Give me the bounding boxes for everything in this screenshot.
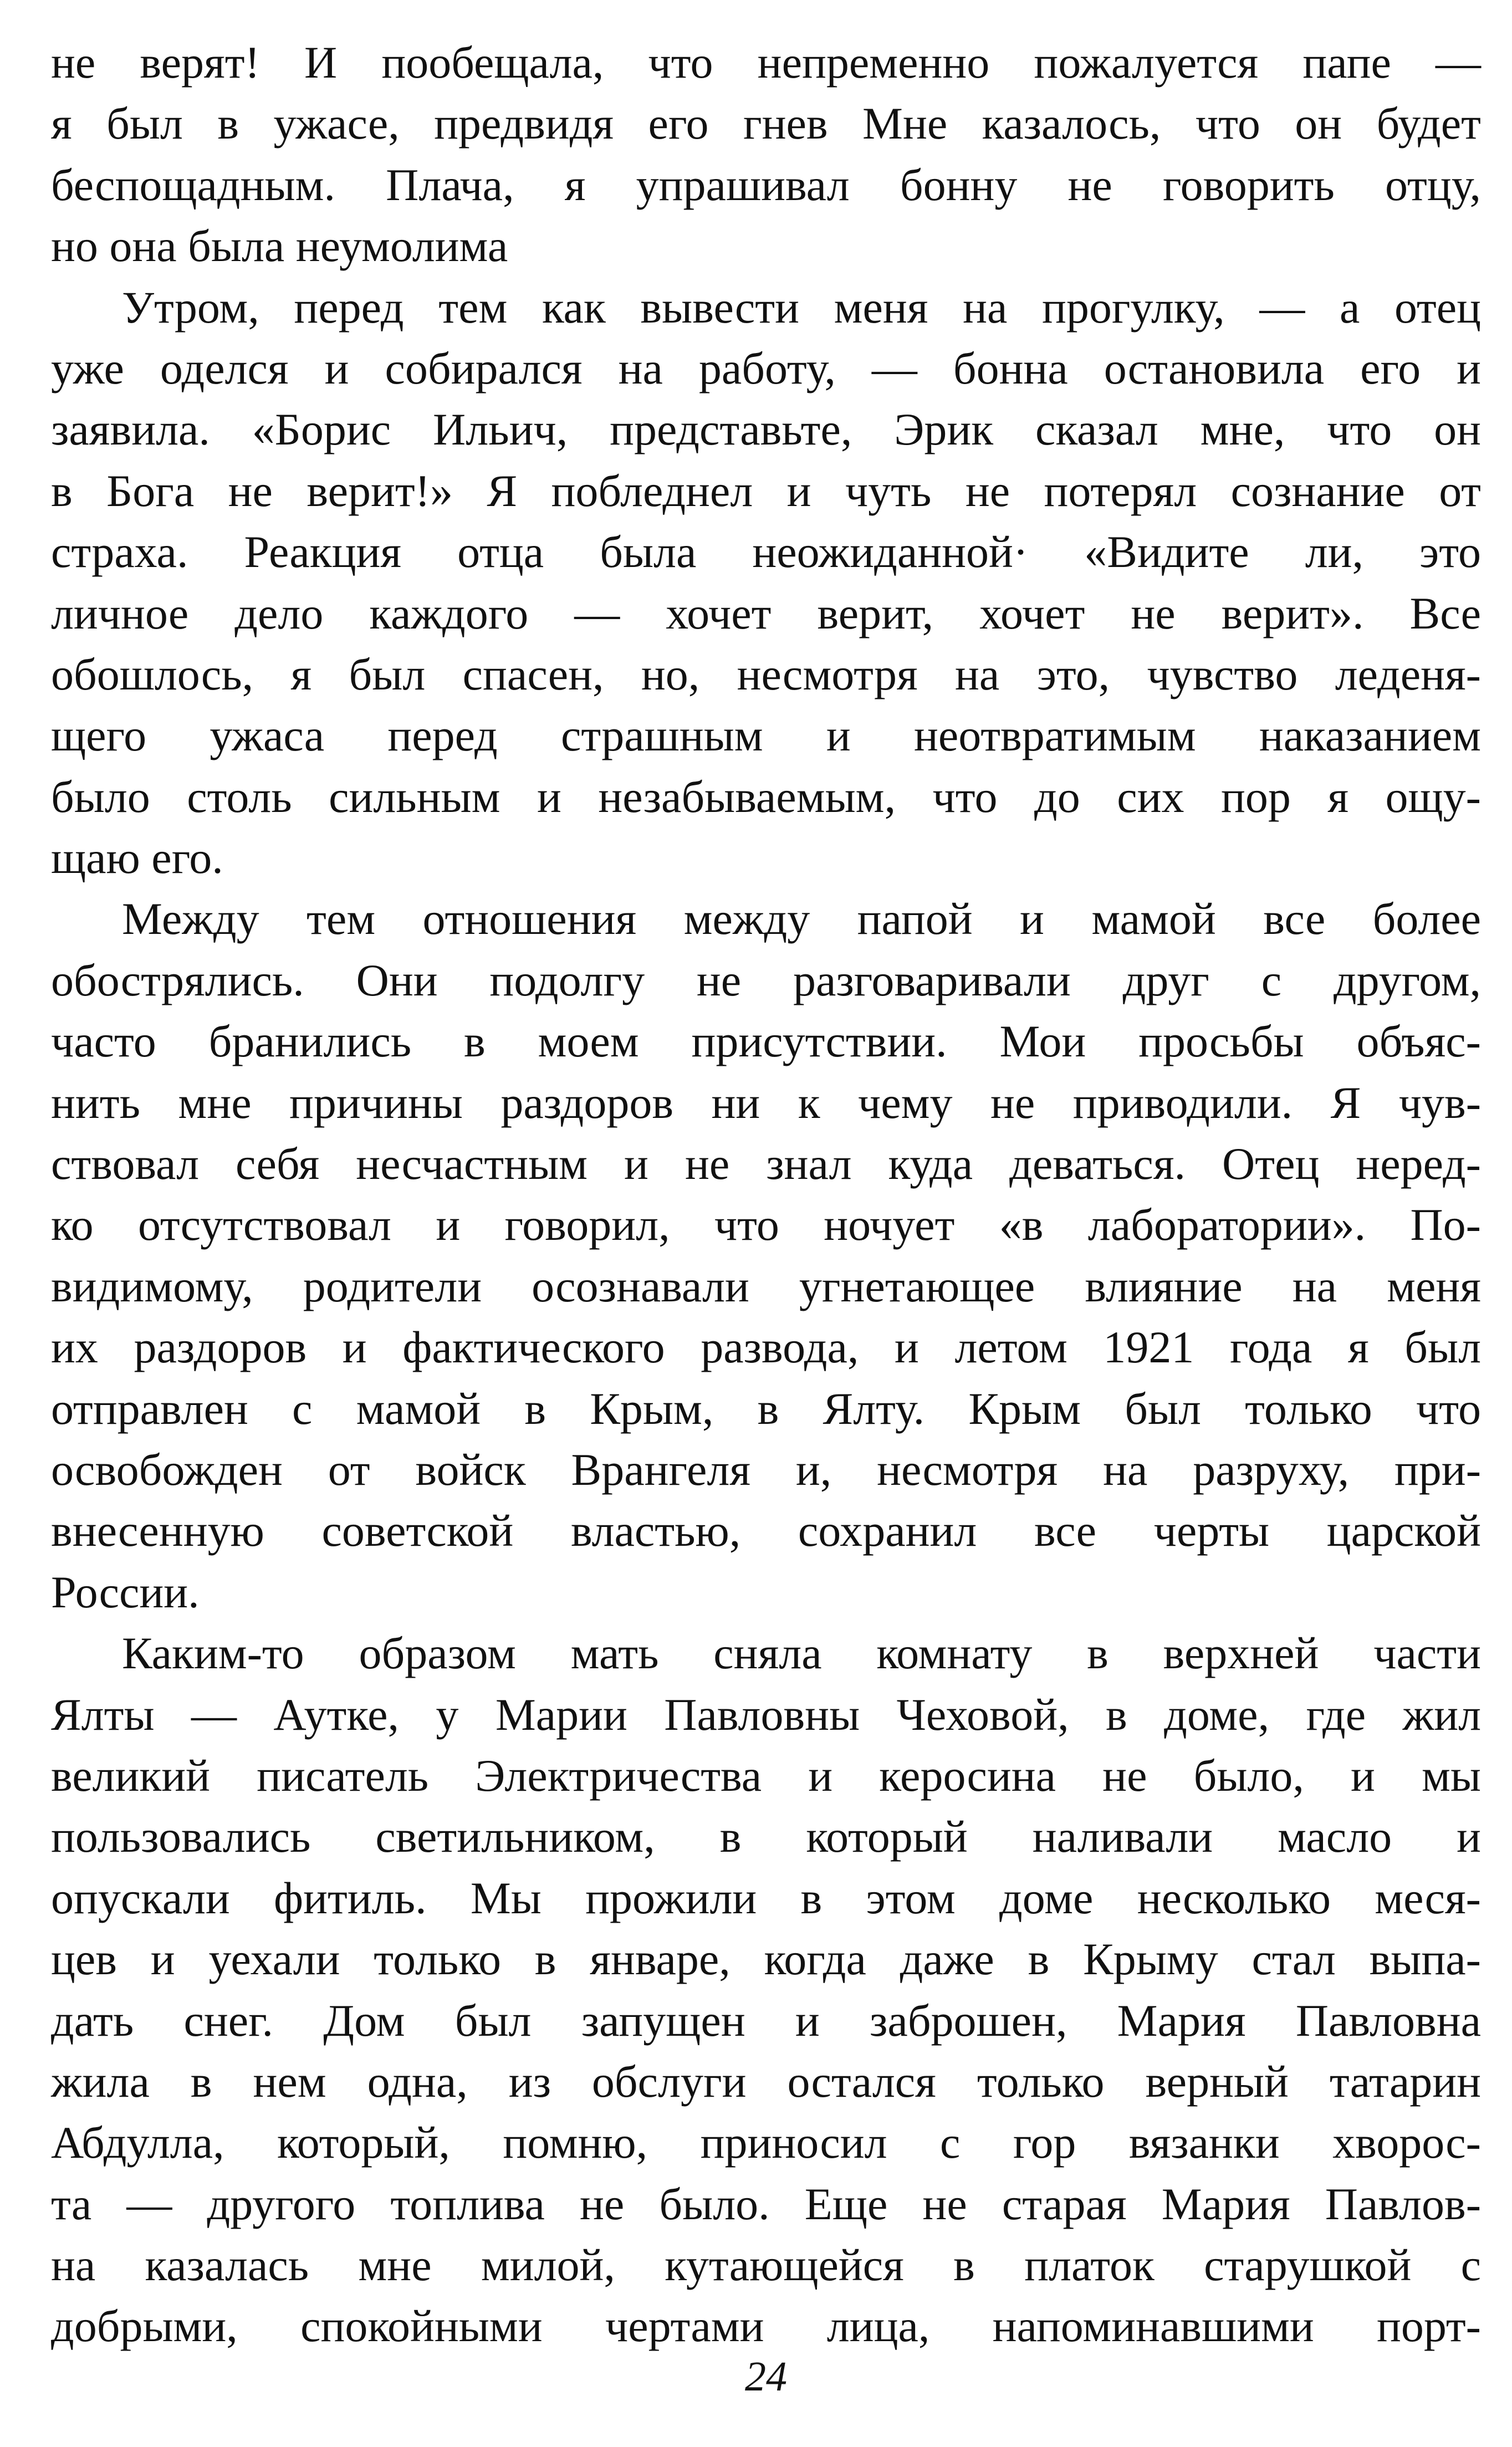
body-text: [51, 32, 1481, 2357]
text-line: личное дело каждого — хочет верит, хочет не верит». Все: [51, 588, 1481, 638]
text-line: освобожден от войск Врангеля и, несмотря на разруху, при-: [51, 1444, 1481, 1495]
text-line: беспощадным. Плача, я упрашивал бонну не говорить отцу,: [51, 159, 1481, 210]
text-line: Абдулла, который, помню, приносил с гор вязанки хворос-: [51, 2117, 1481, 2168]
text-line: уже оделся и собирался на работу, — бонна остановила его и: [51, 343, 1481, 394]
text-line: обошлось, я был спасен, но, несмотря на это, чувство леденя-: [51, 648, 1481, 699]
text-line: жила в нем одна, из обслуги остался только верный татарин: [51, 2056, 1481, 2107]
text-line: Ялты — Аутке, у Марии Павловны Чеховой, в доме, где жил: [51, 1689, 1481, 1740]
text-line: нить мне причины раздоров ни к чему не приводили. Я чув-: [51, 1077, 1481, 1128]
text-line: не верят! И пообещала, что непременно пожалуется папе —: [51, 37, 1481, 88]
text-line: внесенную советской властью, сохранил все черты царской: [51, 1505, 1481, 1556]
text-line: добрыми, спокойными чертами лица, напоминавшими порт-: [51, 2301, 1481, 2352]
text-line: Каким-то образом мать сняла комнату в верхней части: [122, 1628, 1481, 1679]
text-line: цев и уехали только в январе, когда даже в Крыму стал выпа-: [51, 1934, 1481, 1985]
text-line: часто бранились в моем присутствии. Мои просьбы объяс-: [51, 1016, 1481, 1067]
text-line: заявила. «Борис Ильич, представьте, Эрик сказал мне, что он: [51, 404, 1481, 455]
book-page: [51, 32, 1481, 2432]
text-line: видимому, родители осознавали угнетающее влияние на меня: [51, 1260, 1481, 1311]
text-line: ствовал себя несчастным и не знал куда деваться. Отец неред-: [51, 1138, 1481, 1189]
text-line: страха. Реакция отца была неожиданной· «Видите ли, это: [51, 527, 1481, 578]
text-line: пользовались светильником, в который наливали масло и: [51, 1811, 1481, 1862]
text-line: дать снег. Дом был запущен и заброшен, Мария Павловна: [51, 1995, 1481, 2046]
text-line: их раздоров и фактического развода, и летом 1921 года я был: [51, 1322, 1481, 1373]
text-line: было столь сильным и незабываемым, что до сих пор я ощу-: [51, 771, 1481, 822]
text-line: но она была неумолима: [51, 221, 508, 272]
text-line: та — другого топлива не было. Еще не старая Мария Павлов-: [51, 2178, 1481, 2229]
text-line: великий писатель Электричества и керосина не было, и мы: [51, 1750, 1481, 1801]
text-line: России.: [51, 1566, 200, 1617]
text-line: щего ужаса перед страшным и неотвратимым наказанием: [51, 710, 1481, 761]
text-line: Утром, перед тем как вывести меня на прогулку, — а отец: [122, 282, 1481, 333]
text-line: в Бога не верит!» Я побледнел и чуть не потерял сознание от: [51, 465, 1481, 516]
text-line: Между тем отношения между папой и мамой все более: [122, 893, 1481, 944]
text-line: на казалась мне милой, кутающейся в платок старушкой с: [51, 2240, 1481, 2291]
text-line: ко отсутствовал и говорил, что ночует «в лаборатории». По-: [51, 1199, 1481, 1250]
text-line: опускали фитиль. Мы прожили в этом доме несколько меся-: [51, 1872, 1481, 1923]
text-line: щаю его.: [51, 832, 223, 883]
text-line: отправлен с мамой в Крым, в Ялту. Крым был только что: [51, 1383, 1481, 1434]
page-number: 24: [745, 2353, 787, 2400]
text-line: я был в ужасе, предвидя его гнев Мне казалось, что он будет: [51, 98, 1481, 149]
text-line: обострялись. Они подолгу не разговаривали друг с другом,: [51, 954, 1481, 1005]
